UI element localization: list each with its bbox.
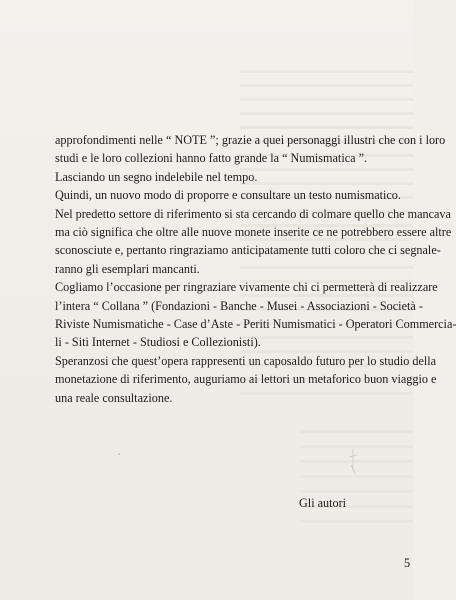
text-line: Lasciando un segno indelebile nel tempo. bbox=[55, 169, 258, 184]
text-line: Riviste Numismatiche - Case d’Aste - Periti Numismatici - Operatori Commercia- bbox=[55, 317, 456, 332]
page-number: 5 bbox=[404, 556, 411, 570]
text-line: sconosciute e, pertanto ringraziamo anticipatamente tutti coloro che ci segnale- bbox=[55, 243, 441, 258]
body-text bbox=[55, 131, 456, 407]
text-line: ranno gli esemplari mancanti. bbox=[55, 261, 200, 276]
text-line: Quindi, un nuovo modo di proporre e consultare un testo numismatico. bbox=[55, 188, 401, 203]
signature: Gli autori bbox=[299, 496, 347, 510]
text-line: l’intera “ Collana ” (Fondazioni - Banche - Musei - Associazioni - Società - bbox=[55, 298, 423, 313]
text-line: Nel predetto settore di riferimento si sta cercando di colmare quello che mancava bbox=[55, 206, 451, 221]
text-line: approfondimenti nelle “ NOTE ”; grazie a quei personaggi illustri che con i loro bbox=[55, 133, 446, 147]
text-line: Speranzosi che quest’opera rappresenti un caposaldo futuro per lo studio della bbox=[55, 353, 437, 368]
text-line: ma ciò significa che oltre alle nuove monete inserite ce ne potrebbero essere altre bbox=[55, 225, 452, 240]
text-line: li - Siti Internet - Studiosi e Collezionisti). bbox=[55, 335, 261, 350]
text-line: monetazione di riferimento, auguriamo ai lettori un metaforico buon viaggio e bbox=[55, 372, 437, 387]
text-line: studi e le loro collezioni hanno fatto grande la “ Numismatica ”. bbox=[55, 151, 368, 166]
specks-mark bbox=[118, 453, 120, 455]
text-line: Cogliamo l’occasione per ringraziare vivamente chi ci permetterà di realizzare bbox=[55, 280, 438, 295]
pencil-mark-icon bbox=[346, 447, 360, 475]
text-line: una reale consultazione. bbox=[55, 390, 173, 405]
bleed-through-lines-lower bbox=[300, 430, 413, 535]
